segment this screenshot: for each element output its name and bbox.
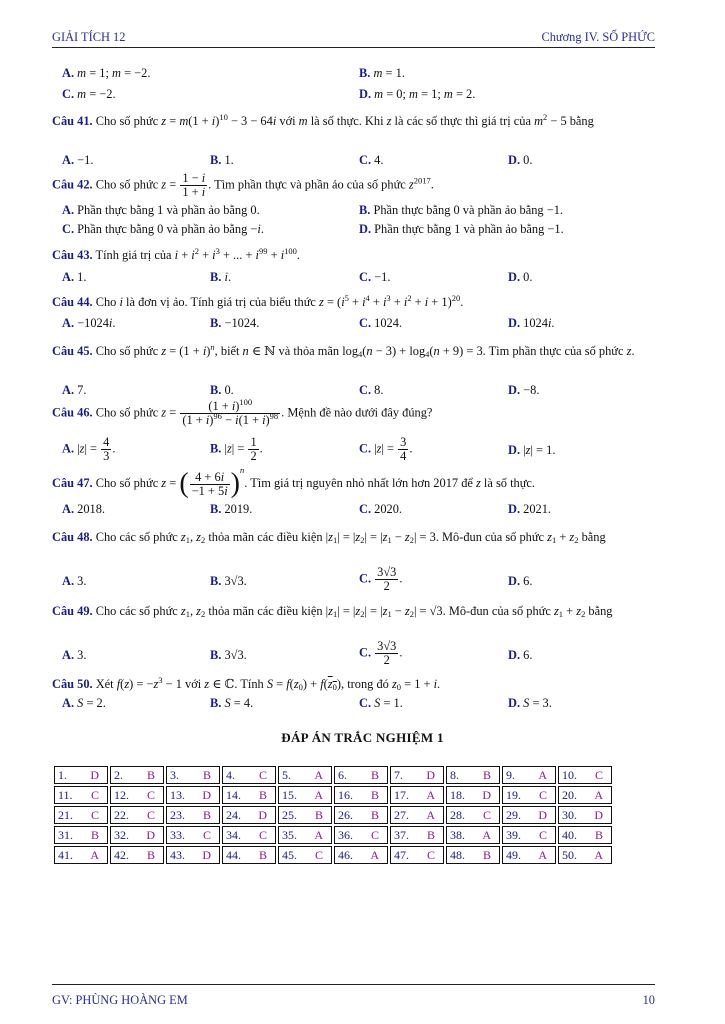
q50-opt-d[interactable]: D. S = 3. (508, 696, 552, 710)
q48-opt-d[interactable]: D. 6. (508, 574, 533, 588)
header-rule (52, 47, 655, 48)
answer-letter: D (90, 768, 99, 782)
answer-letter: A (370, 848, 379, 862)
answer-number: 5. (282, 768, 291, 782)
answer-cell (558, 846, 612, 864)
answer-letter: B (370, 768, 379, 782)
answer-cell (54, 846, 108, 864)
answer-cell (166, 786, 220, 804)
answer-letter: C (482, 808, 491, 822)
answer-letter: A (314, 768, 323, 782)
answer-cell (446, 786, 500, 804)
footer-author: GV: PHÙNG HOÀNG EM (52, 993, 188, 1007)
q40-opt-a[interactable]: A. m = 1; m = −2. (62, 66, 151, 80)
answer-number: 48. (450, 848, 465, 862)
answer-number: 30. (562, 808, 577, 822)
answer-cell (390, 846, 444, 864)
q43-opt-d[interactable]: D. 0. (508, 270, 533, 284)
answer-cell (278, 786, 332, 804)
answer-cell (502, 786, 556, 804)
answer-letter: A (426, 808, 435, 822)
answer-number: 37. (394, 828, 409, 842)
q44-opt-d[interactable]: D. 1024i. (508, 316, 555, 330)
q41-opt-c[interactable]: C. 4. (359, 153, 384, 167)
answer-number: 16. (338, 788, 353, 802)
answer-letter: C (314, 848, 323, 862)
answer-letter: D (202, 848, 211, 862)
answer-cell (166, 846, 220, 864)
q48-opt-b[interactable]: B. 3√3. (210, 574, 247, 588)
answer-letter: C (90, 788, 99, 802)
answer-cell (222, 826, 276, 844)
q46-opt-d[interactable]: D. |z| = 1. (508, 443, 556, 457)
q42-opt-c[interactable]: C. Phần thực bằng 0 và phần ảo bằng −i. (62, 222, 264, 236)
answer-cell (278, 806, 332, 824)
answer-letter: C (370, 828, 379, 842)
q46-opt-c[interactable]: C. |z| = $\frac{3}{4}$ . (359, 435, 413, 463)
answer-cell (54, 766, 108, 784)
answer-cell (110, 786, 164, 804)
q45-opt-c[interactable]: C. 8. (359, 383, 384, 397)
answer-letter: C (538, 788, 547, 802)
answer-number: 10. (562, 768, 577, 782)
answer-cell (390, 806, 444, 824)
answer-letter: B (146, 768, 155, 782)
answer-letter: B (594, 828, 603, 842)
answer-number: 33. (170, 828, 185, 842)
answer-cell (502, 826, 556, 844)
answer-number: 38. (450, 828, 465, 842)
answer-cell (222, 806, 276, 824)
answer-number: 35. (282, 828, 297, 842)
answer-letter: C (202, 828, 211, 842)
answer-letter: A (314, 828, 323, 842)
q48-opt-c[interactable]: C. $\frac{3√3}{2}$ . (359, 565, 403, 593)
q49-opt-b[interactable]: B. 3√3. (210, 648, 247, 662)
answer-cell (334, 826, 388, 844)
answer-number: 34. (226, 828, 241, 842)
question-42: Câu 42. Cho số phức z = $\frac{1 - i}{1 + i}$ . Tìm phần thực và phần ảo của số phức $z^{2017}$. (52, 171, 434, 199)
answer-number: 28. (450, 808, 465, 822)
answer-cell (334, 846, 388, 864)
q46-opt-b[interactable]: B. |z| = $\frac{1}{2}$ . (210, 435, 263, 463)
answer-number: 46. (338, 848, 353, 862)
answer-number: 31. (58, 828, 73, 842)
answer-number: 42. (114, 848, 129, 862)
answer-number: 14. (226, 788, 241, 802)
answer-cell (222, 846, 276, 864)
answer-letter: A (538, 768, 547, 782)
answer-cell (166, 766, 220, 784)
answer-letter: A (538, 848, 547, 862)
answer-number: 7. (394, 768, 403, 782)
answer-number: 15. (282, 788, 297, 802)
q49-opt-c[interactable]: C. $\frac{3√3}{2}$ . (359, 639, 403, 667)
header-left: GIẢI TÍCH 12 (52, 30, 126, 44)
q41-opt-d[interactable]: D. 0. (508, 153, 533, 167)
answer-letter: A (594, 788, 603, 802)
answer-cell (446, 846, 500, 864)
answer-cell (110, 806, 164, 824)
answer-cell (446, 766, 500, 784)
q44-opt-b[interactable]: B. −1024. (210, 316, 260, 330)
answer-number: 41. (58, 848, 73, 862)
answer-letter: B (202, 768, 211, 782)
answer-letter: D (146, 828, 155, 842)
answer-letter: A (426, 788, 435, 802)
q50-opt-a[interactable]: A. S = 2. (62, 696, 106, 710)
answer-number: 13. (170, 788, 185, 802)
question-49: Câu 49. Cho các số phức $z_1$, $z_2$ thỏa mãn các điều kiện $|z_1| = |z_2| = |z_1 - z_2| = √3$. Mô-đun của số phức $z_1 + z_2$ bằng (52, 604, 613, 619)
answer-number: 22. (114, 808, 129, 822)
answer-number: 4. (226, 768, 235, 782)
answer-number: 39. (506, 828, 521, 842)
answer-number: 20. (562, 788, 577, 802)
answer-number: 23. (170, 808, 185, 822)
answer-number: 27. (394, 808, 409, 822)
answer-cell (166, 826, 220, 844)
q49-opt-d[interactable]: D. 6. (508, 648, 533, 662)
answer-letter: C (90, 808, 99, 822)
q50-opt-c[interactable]: C. S = 1. (359, 696, 403, 710)
answer-cell (110, 766, 164, 784)
answer-cell (558, 806, 612, 824)
q44-opt-a[interactable]: A. −1024i. (62, 316, 116, 330)
q40-opt-c[interactable]: C. m = −2. (62, 87, 116, 101)
answer-letter: B (90, 828, 99, 842)
q49-opt-a[interactable]: A. 3. (62, 648, 87, 662)
answer-letter: D (482, 788, 491, 802)
answer-number: 44. (226, 848, 241, 862)
answer-row (54, 846, 612, 864)
answer-cell (558, 786, 612, 804)
answer-letter: B (482, 768, 491, 782)
question-47: Câu 47. Cho số phức z = ( $\frac{4 + 6i}{-1 + 5i}$ )$^n$. Tìm giá trị nguyên nhỏ nhất lớn hơn 2017 để z là số thực. (52, 465, 536, 500)
answer-number: 43. (170, 848, 185, 862)
header-right: Chương IV. SỐ PHỨC (541, 30, 655, 44)
answer-cell (446, 806, 500, 824)
answer-number: 2. (114, 768, 123, 782)
answer-cell (334, 806, 388, 824)
question-45: Câu 45. Cho số phức $z = (1 + i)^n$, biết n ∈ ℕ và thỏa mãn $\log_4(n - 3) + \log_4(n + 9) = 3$. Tìm phần thực của số phức z. (52, 342, 635, 359)
q46-opt-a[interactable]: A. |z| = $\frac{4}{3}$ . (62, 435, 116, 463)
answer-letter: D (426, 768, 435, 782)
answer-letter: D (258, 808, 267, 822)
q45-opt-a[interactable]: A. 7. (62, 383, 87, 397)
answer-row (54, 786, 612, 804)
question-44: Câu 44. Cho i là đơn vị ảo. Tính giá trị của biểu thức $z = (i^5 + i^4 + i^3 + i^2 + i + 1)^{20}$. (52, 293, 464, 309)
answer-number: 40. (562, 828, 577, 842)
answer-letter: C (426, 848, 435, 862)
answer-number: 47. (394, 848, 409, 862)
answer-cell (334, 786, 388, 804)
answer-number: 26. (338, 808, 353, 822)
question-48: Câu 48. Cho các số phức $z_1$, $z_2$ thỏa mãn các điều kiện $|z_1| = |z_2| = |z_1 - z_2| = 3$. Mô-đun của số phức $z_1 + z_2$ bằng (52, 530, 606, 545)
answer-cell (334, 766, 388, 784)
q45-opt-d[interactable]: D. −8. (508, 383, 540, 397)
answer-cell (502, 766, 556, 784)
answer-cell (222, 786, 276, 804)
answer-letter: B (202, 808, 211, 822)
answer-number: 12. (114, 788, 129, 802)
answer-cell (54, 786, 108, 804)
answer-number: 29. (506, 808, 521, 822)
answer-letter: C (258, 768, 267, 782)
answer-number: 49. (506, 848, 521, 862)
answer-letter: C (146, 788, 155, 802)
answer-row (54, 806, 612, 824)
answer-letter: A (594, 848, 603, 862)
answer-letter: B (370, 788, 379, 802)
answer-cell (278, 766, 332, 784)
question-43: Câu 43. Tính giá trị của $i + i^2 + i^3$ + ... + $i^{99} + i^{100}$. (52, 246, 300, 262)
answer-cell (54, 826, 108, 844)
answer-number: 17. (394, 788, 409, 802)
answer-cell (390, 766, 444, 784)
answer-cell (222, 766, 276, 784)
q47-opt-c[interactable]: C. 2020. (359, 502, 403, 516)
answer-letter: B (146, 848, 155, 862)
answer-row (54, 826, 612, 844)
q47-opt-b[interactable]: B. 2019. (210, 502, 253, 516)
answer-number: 32. (114, 828, 129, 842)
answer-letter: C (146, 808, 155, 822)
question-50: Câu 50. Xét $f(z) = -z^3 - 1$ với z ∈ ℂ. Tính $S = f(z_0) + f(z_0)$, trong đó $z_0 = 1 + i$. (52, 675, 441, 692)
answer-cell (390, 826, 444, 844)
answer-cell (558, 766, 612, 784)
page-header (52, 30, 655, 46)
q50-opt-b[interactable]: B. S = 4. (210, 696, 254, 710)
answer-letter: B (314, 808, 323, 822)
q44-opt-c[interactable]: C. 1024. (359, 316, 403, 330)
answer-number: 45. (282, 848, 297, 862)
answer-cell (558, 826, 612, 844)
q41-opt-a[interactable]: A. −1. (62, 153, 94, 167)
answer-number: 18. (450, 788, 465, 802)
answer-letter: B (370, 808, 379, 822)
answer-cell (110, 826, 164, 844)
answer-number: 9. (506, 768, 515, 782)
q40-opt-d[interactable]: D. m = 0; m = 1; m = 2. (359, 87, 476, 101)
answer-cell (278, 826, 332, 844)
answer-letter: A (90, 848, 99, 862)
answer-letter: C (258, 828, 267, 842)
answer-cell (278, 846, 332, 864)
answer-letter: D (202, 788, 211, 802)
answer-letter: A (314, 788, 323, 802)
q47-opt-a[interactable]: A. 2018. (62, 502, 106, 516)
q42-opt-d[interactable]: D. Phần thực bằng 1 và phần ảo bằng −1. (359, 222, 564, 236)
answer-letter: D (594, 808, 603, 822)
answer-key-table (52, 764, 614, 866)
answer-number: 25. (282, 808, 297, 822)
page-number: 10 (642, 993, 655, 1007)
q40-opt-b[interactable]: B. m = 1. (359, 66, 405, 80)
footer-rule (52, 984, 655, 985)
answer-cell (54, 806, 108, 824)
q42-opt-b[interactable]: B. Phần thực bằng 0 và phần ảo bằng −1. (359, 203, 564, 217)
answer-number: 6. (338, 768, 347, 782)
answer-letter: B (258, 788, 267, 802)
answer-letter: B (426, 828, 435, 842)
q47-opt-d[interactable]: D. 2021. (508, 502, 552, 516)
answer-cell (110, 846, 164, 864)
q43-opt-b[interactable]: B. i. (210, 270, 232, 284)
answer-number: 1. (58, 768, 67, 782)
answer-row (54, 766, 612, 784)
answer-letter: A (482, 828, 491, 842)
q45-opt-b[interactable]: B. 0. (210, 383, 234, 397)
answer-number: 11. (58, 788, 73, 802)
answer-number: 3. (170, 768, 179, 782)
answer-letter: D (538, 808, 547, 822)
answer-number: 36. (338, 828, 353, 842)
answer-letter: B (258, 848, 267, 862)
answer-number: 8. (450, 768, 459, 782)
answer-letter: C (594, 768, 603, 782)
answer-number: 19. (506, 788, 521, 802)
answer-letter: B (482, 848, 491, 862)
answer-number: 50. (562, 848, 577, 862)
page-footer (52, 993, 655, 1008)
question-41: Câu 41. Cho số phức $z = m(1 + i)^{10} - 3 - 64i$ với m là số thực. Khi z là các số thực thì giá trị của $m^2 - 5$ bằng (52, 112, 594, 128)
answer-cell (502, 846, 556, 864)
answer-cell (502, 806, 556, 824)
q42-opt-a[interactable]: A. Phần thực bằng 1 và phần ảo bằng 0. (62, 203, 260, 217)
q48-opt-a[interactable]: A. 3. (62, 574, 87, 588)
answer-cell (390, 786, 444, 804)
answer-cell (446, 826, 500, 844)
answer-cell (166, 806, 220, 824)
q43-opt-a[interactable]: A. 1. (62, 270, 87, 284)
q43-opt-c[interactable]: C. −1. (359, 270, 391, 284)
q41-opt-b[interactable]: B. 1. (210, 153, 234, 167)
answer-letter: C (538, 828, 547, 842)
answer-number: 24. (226, 808, 241, 822)
question-46: Câu 46. Cho số phức z = $\frac{(1 + i)^{100}}{(1 + i)^{96} - i(1 + i)^{98}}$ . Mệnh đề nào dưới đây đúng? (52, 397, 433, 427)
answer-number: 21. (58, 808, 73, 822)
answers-title: ĐÁP ÁN TRẮC NGHIỆM 1 (281, 730, 444, 745)
